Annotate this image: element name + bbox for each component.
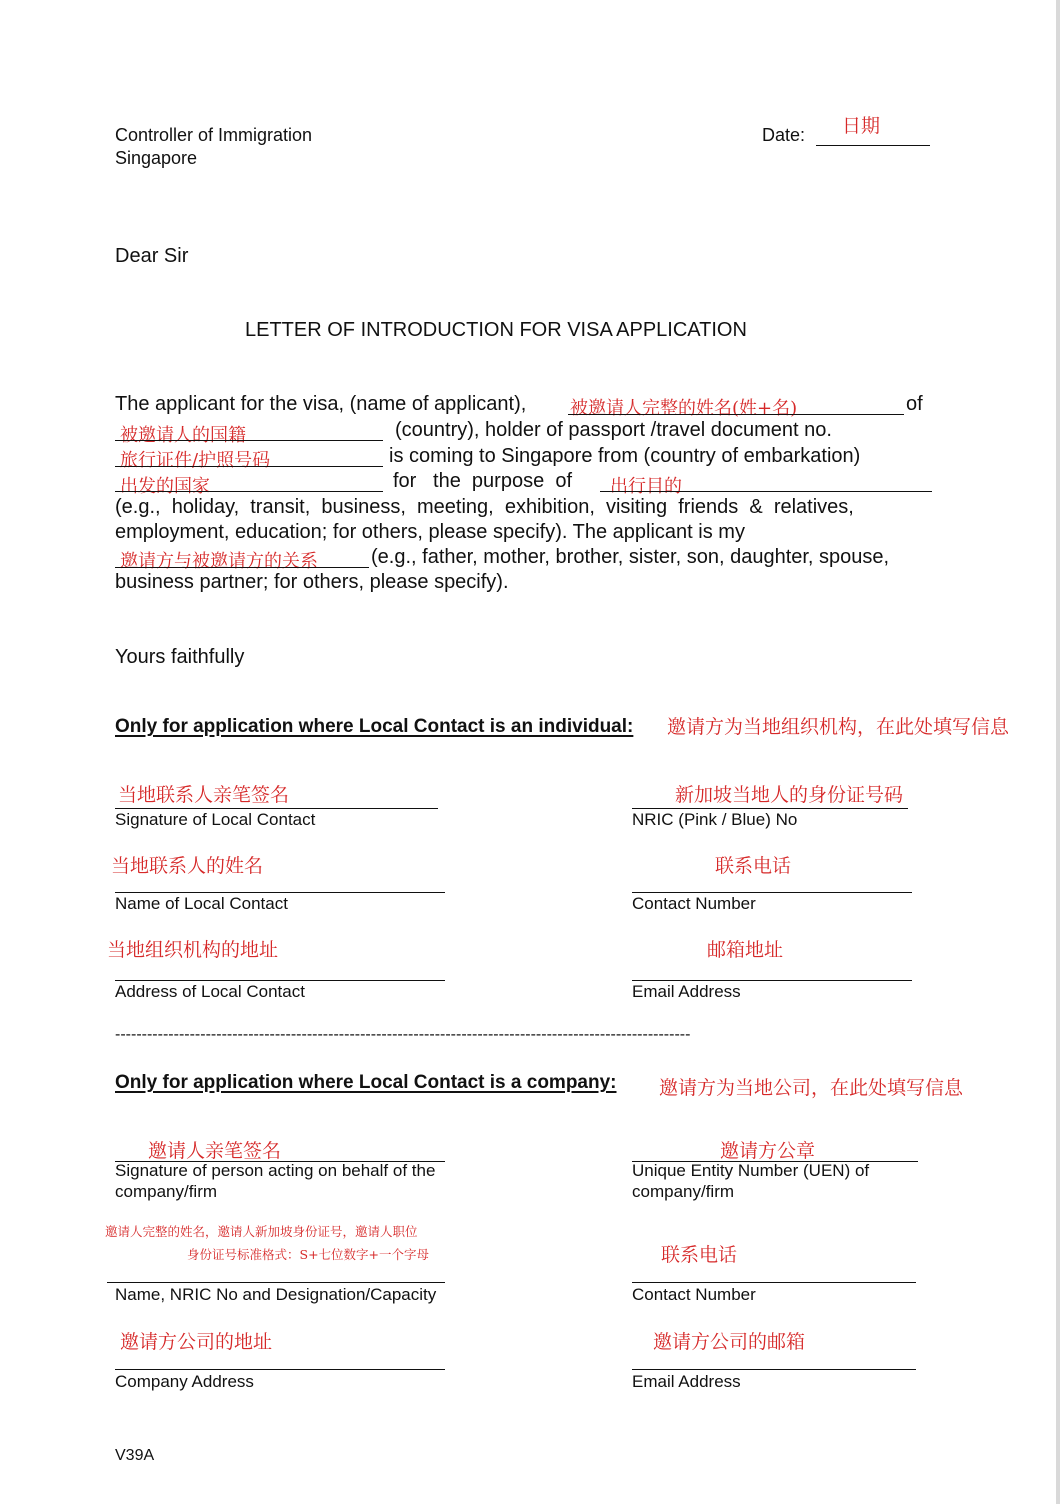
company-signature-note: 邀请人亲笔签名 — [148, 1140, 282, 1162]
applicant-name-field[interactable] — [568, 414, 904, 415]
individual-name-label: Name of Local Contact — [115, 894, 288, 913]
passport-field[interactable] — [115, 466, 383, 467]
date-label: Date: — [762, 125, 806, 145]
controller-line: Controller of Immigration — [115, 125, 313, 145]
company-address-field[interactable] — [115, 1369, 445, 1370]
individual-address-note: 当地组织机构的地址 — [107, 939, 279, 961]
closing: Yours faithfully — [115, 646, 245, 668]
company-name-note-1: 邀请人完整的姓名，邀请人新加坡身份证号，邀请人职位 — [105, 1224, 418, 1239]
body-text: The applicant for the visa, (name of applicant), — [115, 393, 527, 415]
letter-title: LETTER OF INTRODUCTION FOR VISA APPLICATION — [245, 319, 747, 341]
individual-name-field[interactable] — [115, 892, 445, 893]
body-line-7: (e.g., father, mother, brother, sister, son, daughter, spouse, — [371, 546, 890, 568]
body-line-3: is coming to Singapore from (country of embarkation) — [389, 445, 861, 467]
body-line-2: (country), holder of passport /travel document no. — [395, 419, 832, 441]
section-divider: ------------------------------------------------------------------------------------------------------------ — [115, 1026, 691, 1043]
individual-signature-note: 当地联系人亲笔签名 — [118, 784, 290, 806]
line1-suffix: of — [906, 393, 923, 415]
company-name-note-2: 身份证号标准格式：S+七位数字+一个字母 — [187, 1247, 430, 1262]
departure-note: 出发的国家 — [120, 476, 210, 497]
passport-note: 旅行证件/护照号码 — [120, 450, 271, 471]
salutation: Dear Sir — [115, 245, 189, 267]
company-email-note: 邀请方公司的邮箱 — [653, 1331, 806, 1353]
body-line-6: employment, education; for others, please specify). The applicant is my — [115, 521, 745, 543]
body-line-4: for the purpose of — [393, 470, 572, 492]
relationship-note: 邀请方与被邀请方的关系 — [120, 551, 318, 572]
individual-address-label: Address of Local Contact — [115, 982, 305, 1001]
company-address-note: 邀请方公司的地址 — [120, 1331, 273, 1353]
purpose-field[interactable] — [600, 491, 932, 492]
nric-field[interactable] — [632, 808, 908, 809]
individual-signature-label: Signature of Local Contact — [115, 810, 316, 829]
company-contact-note: 联系电话 — [661, 1244, 738, 1266]
company-heading: Only for application where Local Contact is a company: — [115, 1072, 617, 1093]
company-contact-field[interactable] — [632, 1282, 916, 1283]
company-signature-label-1: Signature of person acting on behalf of the — [115, 1161, 436, 1180]
individual-contact-field[interactable] — [632, 892, 912, 893]
company-name-label: Name, NRIC No and Designation/Capacity — [115, 1285, 437, 1304]
page-edge — [1056, 0, 1060, 1504]
individual-contact-note: 联系电话 — [715, 855, 792, 877]
applicant-name-note: 被邀请人完整的姓名(姓+名) — [570, 398, 798, 419]
company-name-field[interactable] — [107, 1282, 445, 1283]
uen-note: 邀请方公章 — [720, 1140, 816, 1162]
nric-label: NRIC (Pink / Blue) No — [632, 810, 798, 829]
company-address-label: Company Address — [115, 1372, 254, 1391]
nationality-field[interactable] — [115, 440, 383, 441]
body-line-8: business partner; for others, please specify). — [115, 571, 509, 593]
departure-field[interactable] — [115, 491, 383, 492]
individual-name-note: 当地联系人的姓名 — [111, 855, 264, 877]
individual-contact-label: Contact Number — [632, 894, 756, 913]
individual-heading: Only for application where Local Contact is an individual: — [115, 716, 634, 737]
individual-address-field[interactable] — [115, 980, 445, 981]
individual-note: 邀请方为当地组织机构，在此处填写信息 — [667, 716, 1010, 738]
individual-email-field[interactable] — [632, 980, 912, 981]
company-signature-label-2: company/firm — [115, 1182, 218, 1201]
company-contact-label: Contact Number — [632, 1285, 756, 1304]
individual-signature-field[interactable] — [115, 808, 438, 809]
body-line-1 — [115, 393, 526, 416]
nric-note: 新加坡当地人的身份证号码 — [675, 784, 904, 806]
body-line-5: (e.g., holiday, transit, business, meeting, exhibition, visiting friends & relatives, — [115, 496, 854, 518]
relationship-field[interactable] — [115, 567, 369, 568]
purpose-note: 出行目的 — [610, 476, 682, 497]
individual-email-note: 邮箱地址 — [707, 939, 784, 961]
uen-label-1: Unique Entity Number (UEN) of — [632, 1161, 870, 1180]
date-field-line[interactable] — [816, 145, 930, 146]
country-line: Singapore — [115, 148, 198, 168]
uen-label-2: company/firm — [632, 1182, 735, 1201]
company-email-field[interactable] — [632, 1369, 916, 1370]
form-code: V39A — [115, 1447, 155, 1464]
individual-email-label: Email Address — [632, 982, 741, 1001]
date-note: 日期 — [842, 115, 881, 137]
nationality-note: 被邀请人的国籍 — [120, 425, 246, 446]
company-email-label: Email Address — [632, 1372, 741, 1391]
company-note: 邀请方为当地公司，在此处填写信息 — [659, 1077, 964, 1099]
